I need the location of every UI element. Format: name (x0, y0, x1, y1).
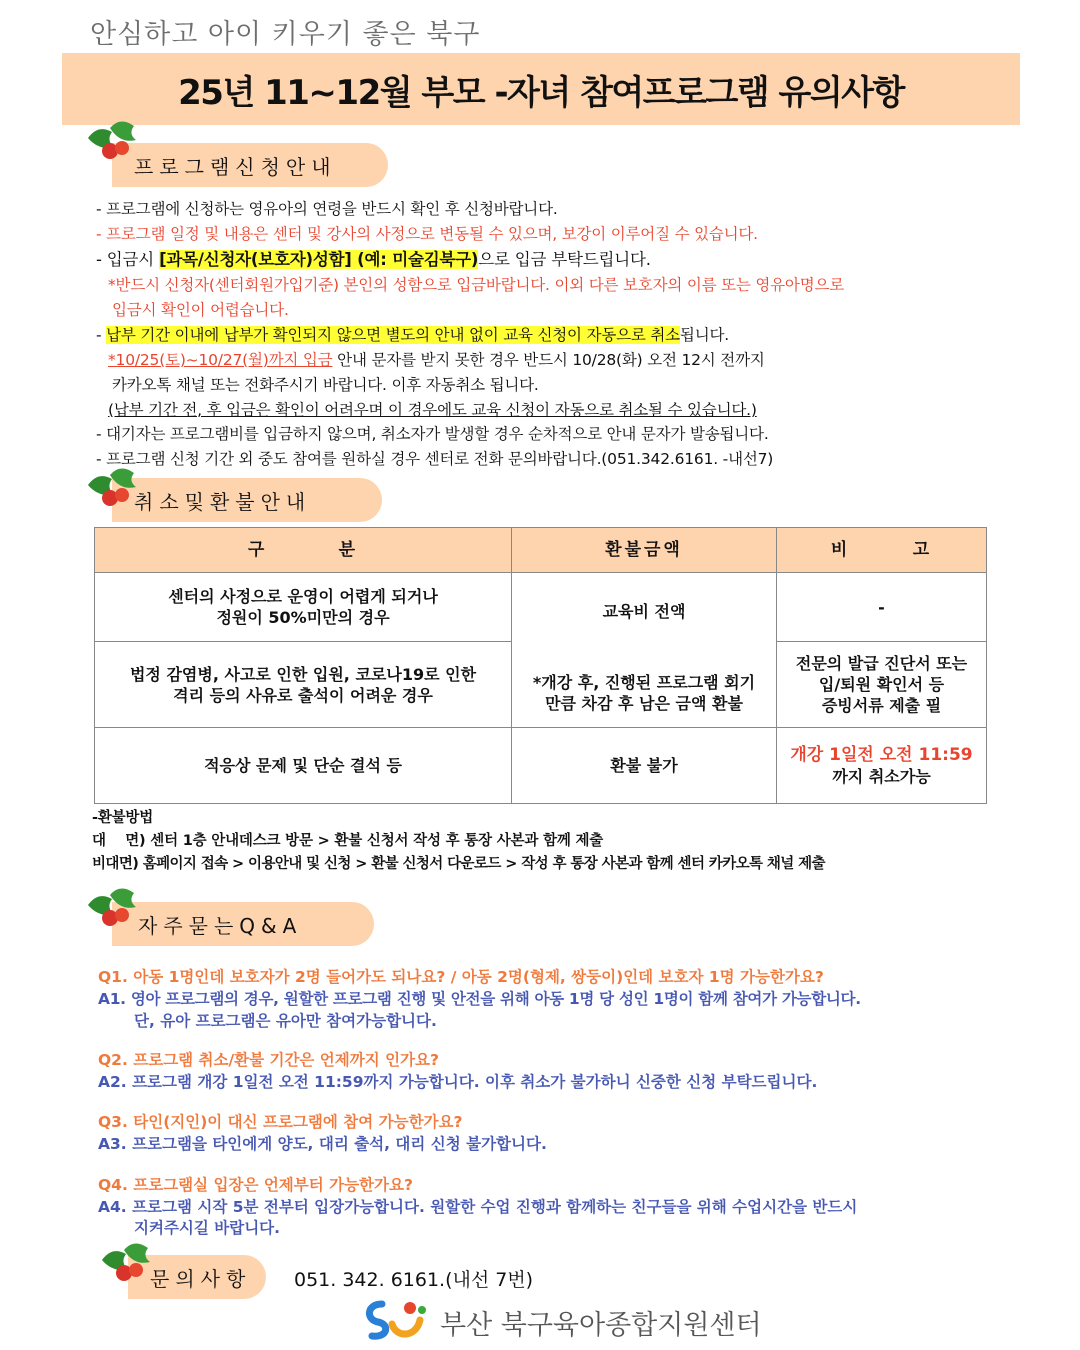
refund-method-offline: 대 면) 센터 1층 안내데스크 방문 > 환불 신청서 작성 후 통장 사본과 함께 제출 (92, 833, 604, 849)
apply-line-1: - 프로그램에 신청하는 영유아의 연령을 반드시 확인 후 신청바랍니다. (96, 200, 558, 218)
apply-line-3: - 입금시 [과목/신청자(보호자)성함] (예: 미술김북구)으로 입금 부탁드립니다. (96, 250, 651, 269)
header-refund-amount: 환불금액 (512, 528, 777, 573)
faq-answer-1-cont: 단, 유아 프로그램은 유아만 참여가능합니다. (134, 1012, 437, 1030)
faq-question-1: Q1. 아동 1명인데 보호자가 2명 들어가도 되나요? / 아동 2명(형제, 쌍둥이)인데 보호자 1명 가능한가요? (98, 968, 824, 986)
table-row (95, 573, 987, 642)
slogan: 안심하고 아이 키우기 좋은 북구 (90, 19, 481, 50)
apply-line-7: *10/25(토)~10/27(월)까지 입금 안내 문자를 받지 못한 경우 반드시 10/28(화) 오전 12시 전까지 (108, 351, 765, 369)
faq-answer-4-cont: 지켜주시길 바랍니다. (134, 1219, 281, 1237)
table-cell: 적응상 문제 및 단순 결석 등 (95, 728, 512, 804)
faq-answer-4: A4. 프로그램 시작 5분 전부터 입장가능합니다. 원할한 수업 진행과 함께하는 친구들을 위해 수업시간을 반드시 (98, 1198, 858, 1216)
apply-line-11: - 프로그램 신청 기간 외 중도 참여를 원하실 경우 센터로 전화 문의바랍니다.(051.342.6161. -내선7) (96, 450, 774, 468)
header-note: 비 고 (777, 528, 987, 573)
holly-icon (84, 118, 144, 168)
faq-answer-1: A1. 영아 프로그램의 경우, 원할한 프로그램 진행 및 안전을 위해 아동 1명 당 성인 1명이 함께 참여가 가능합니다. (98, 990, 861, 1008)
apply-line-6: - 납부 기간 이내에 납부가 확인되지 않으면 별도의 안내 없이 교육 신청이 자동으로 취소됩니다. (96, 326, 729, 344)
table-cell: 개강 1일전 오전 11:59 까지 취소가능 (777, 728, 987, 804)
title-banner (62, 53, 1020, 125)
section-label-faq: 자주묻는Q&A (112, 902, 374, 946)
table-header-row (95, 528, 987, 573)
refund-method-title: -환불방법 (92, 810, 154, 826)
auto-cancel-highlight: 납부 기간 이내에 납부가 확인되지 않으면 별도의 안내 없이 교육 신청이 자동으로 취소 (106, 326, 680, 344)
apply-line-2: - 프로그램 일정 및 내용은 센터 및 강사의 사정으로 변동될 수 있으며, 보강이 이루어질 수 있습니다. (96, 225, 758, 243)
refund-table (94, 527, 987, 804)
apply-line-5: 입금시 확인이 어렵습니다. (112, 301, 289, 319)
table-cell: - (777, 573, 987, 642)
faq-question-4: Q4. 프로그램실 입장은 언제부터 가능한가요? (98, 1176, 413, 1194)
holly-icon (84, 465, 144, 515)
faq-answer-2: A2. 프로그램 개강 1일전 오전 11:59까지 가능합니다. 이후 취소가 불가하니 신중한 신청 부탁드립니다. (98, 1073, 818, 1091)
table-cell: 교육비 전액 *개강 후, 진행된 프로그램 회기 만큼 차감 후 남은 금액 환불 (512, 573, 777, 728)
apply-line-4: *반드시 신청자(센터회원가입기준) 본인의 성함으로 입금바랍니다. 이외 다른 보호자의 이름 또는 영유아명으로 (108, 276, 845, 294)
section-label-refund: 취소및환불안내 (112, 478, 382, 522)
apply-line-9: (납부 기간 전, 후 입금은 확인이 어려우며 이 경우에도 교육 신청이 자동으로 취소될 수 있습니다.) (108, 401, 757, 419)
page-title: 25년 11~12월 부모 -자녀 참여프로그램 유의사항 (178, 72, 904, 113)
apply-line-8: 카카오톡 채널 또는 전화주시기 바랍니다. 이후 자동취소 됩니다. (112, 376, 539, 394)
holly-icon (84, 885, 144, 935)
table-cell: 법정 감염병, 사고로 인한 입원, 코로나19로 인한 격리 등의 사유로 출석이 어려운 경우 (95, 642, 512, 728)
deposit-format-highlight: [과목/신청자(보호자)성함] (예: 미술김북구) (159, 250, 479, 269)
header-category: 구 분 (95, 528, 512, 573)
table-cell: 센터의 사정으로 운영이 어렵게 되거나 정원이 50%미만의 경우 (95, 573, 512, 642)
deposit-period: *10/25(토)~10/27(월)까지 입금 (108, 351, 333, 369)
faq-answer-3: A3. 프로그램을 타인에게 양도, 대리 출석, 대리 신청 불가합니다. (98, 1135, 547, 1153)
center-logo-icon (362, 1298, 432, 1342)
table-row (95, 728, 987, 804)
contact-phone: 051. 342. 6161.(내선 7번) (294, 1269, 534, 1291)
section-label-contact: 문의사항 (128, 1255, 266, 1299)
section-label-apply: 프로그램신청안내 (112, 143, 388, 187)
table-cell: 전문의 발급 진단서 또는 입/퇴원 확인서 등 증빙서류 제출 필 (777, 642, 987, 728)
apply-line-10: - 대기자는 프로그램비를 입금하지 않으며, 취소자가 발생할 경우 순차적으로 안내 문자가 발송됩니다. (96, 425, 769, 443)
faq-question-2: Q2. 프로그램 취소/환불 기간은 언제까지 인가요? (98, 1051, 439, 1069)
holly-icon (98, 1240, 158, 1290)
table-cell: 환불 불가 (512, 728, 777, 804)
refund-method-online: 비대면) 홈페이지 접속 > 이용안내 및 신청 > 환불 신청서 다운로드 > 작성 후 통장 사본과 함께 센터 카카오톡 채널 제출 (92, 856, 825, 872)
faq-question-3: Q3. 타인(지인)이 대신 프로그램에 참여 가능한가요? (98, 1113, 463, 1131)
center-name: 부산 북구육아종합지원센터 (440, 1310, 762, 1341)
